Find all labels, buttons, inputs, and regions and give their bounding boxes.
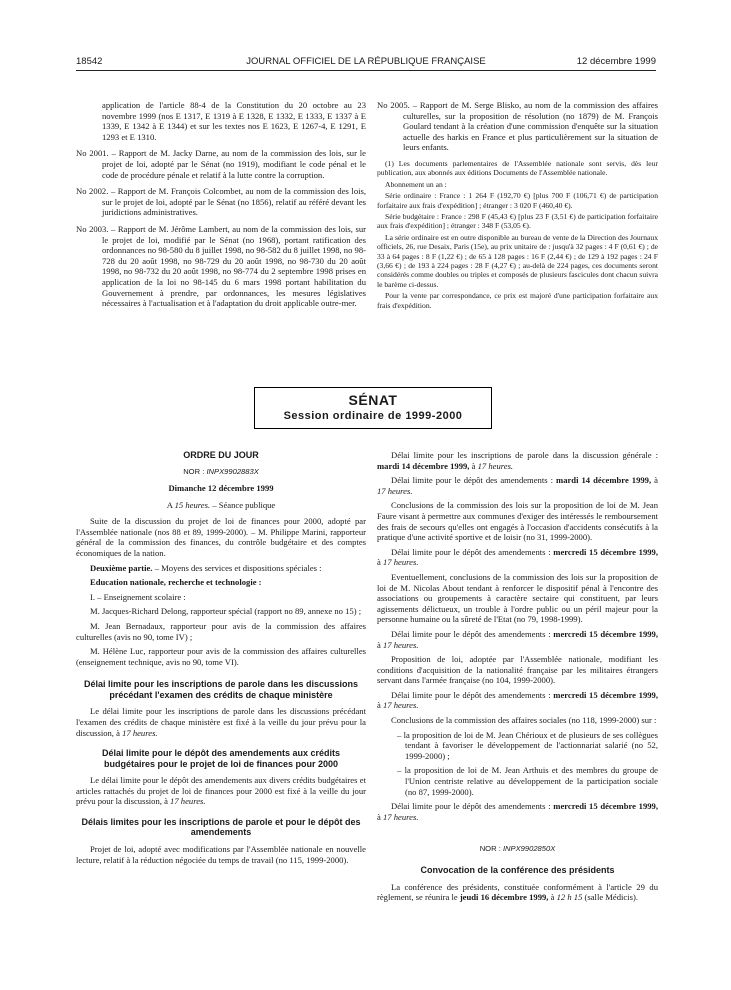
- nor-reference: NOR : INPX9902850X: [479, 844, 556, 854]
- paragraph: Délai limite pour le dépôt des amendements : mercredi 15 décembre 1999, à 17 heures.: [377, 546, 658, 568]
- footnote: (1) Les documents parlementaires de l'Assemblée nationale sont servis, dès leur publication, aux abonnés aux éditions Documents de l'Assemblée nationale. Abonnement un an : Série ordinaire : France : 1 264 F (192,70 €) [plus 700 F (106,71 €) de participation forfaitaire aux frais d'expédition] ; étranger : 3 020 F (460,40 €). Série budgétaire : France : 298 F (45,43 €) [plus 23 F (3,51 €) de participation forfaitaire aux frais d'expédition] ; étranger : 348 F (53,05 €). La série ordinaire est en outre disponible au bureau de vente de la Direction des Journaux officiels, 26, rue Desaix, Paris (15e), au prix unitaire de : jusqu'à 32 pages : 4 F (0,61 €) ; de 33 à 64 pages : 8 F (1,22 €) ; de 65 à 128 pages : 16 F (2,44 €) ; de 129 à 192 pages : 24 F (3,66 €) ; de 193 à 224 pages : 28 F (4,27 €) ; au-delà de 224 pages, ces documents seront considérés comme doubles ou triples et composés de plusieurs fascicules dont chacun suivra le barème ci-dessus. Pour la vente par correspondance, ce prix est majoré d'une participation forfaitaire aux frais d'expédition.: [377, 158, 658, 310]
- paragraph: Délai limite pour les inscriptions de parole dans la discussion générale : mardi 14 décembre 1999, à 17 heures.: [377, 450, 658, 471]
- report-item: No 2001. – Rapport de M. Jacky Darne, au nom de la commission des lois, sur le projet de loi, adopté par le Sénat (no 1919), modifiant le code pénal et le code de procédure pénale et relatif à la lutte contre la corruption.: [76, 148, 367, 180]
- paragraph: Suite de la discussion du projet de loi de finances pour 2000, adopté par l'Assemblée nationale (nos 88 et 89, 1999-2000). – M. Philippe Marini, rapporteur général de la commission des finances, du contrôle budgétaire et des comptes économiques de la nation.: [76, 516, 366, 559]
- continued-paragraph: application de l'article 88-4 de la Constitution du 20 octobre au 23 novembre 1999 (nos E 1317, E 1319 à E 1328, E 1332, E 1333, E 1337 à E 1339, E 1342 à E 1344) et sur les textes nos E 1623, E 1267-4, E 1291, E 1293 et E 1310.: [102, 100, 366, 142]
- report-item: No 2003. – Rapport de M. Jérôme Lambert, au nom de la commission des lois, sur le projet de loi, modifié par le Sénat (no 1968), portant ratification des ordonnances no 98-580 du 8 juillet 1998, no 98-582 du 8 juillet 1998, no 98-728 du 20 août 1998, no 98-729 du 20 août 1998, no 98-730 du 20 août 1998, no 98-732 du 20 août 1998, no 98-774 du 2 septembre 1998 prises en application de la loi no 98-145 du 6 mars 1998 portant habilitation du Gouvernement à prendre, par ordonnances, les mesures législatives nécessaires à l'actualisation et à l'adaptation du droit applicable outre-mer.: [76, 223, 366, 309]
- ordre-du-jour-title: ORDRE DU JOUR: [183, 450, 259, 460]
- top-right-column: [377, 100, 658, 312]
- senat-heading-box: [254, 387, 492, 429]
- paragraph: Conclusions de la commission des lois sur la proposition de loi de M. Jean Faure visant à permettre aux communes d'exiger des intéressés le remboursement des frais de secours qu'elles ont engagés à l'occasion d'accidents consécutifs à la pratique d'une activité sportive et de loisir (no 31, 1999-2000).: [377, 500, 658, 543]
- paragraph: Eventuellement, conclusions de la commission des lois sur la proposition de loi de M. Nicolas About tendant à renforcer le dispositif pénal à l'encontre des associations ou groupements à caractère sectaire qui constituent, par leurs agissements délictueux, un trouble à l'ordre public ou un péril majeur pour la personne humaine ou la sûreté de l'Etat (no 79, 1998-1999).: [377, 571, 658, 625]
- paragraph: Délai limite pour le dépôt des amendements : mardi 14 décembre 1999, à 17 heures.: [377, 475, 658, 496]
- list-item: – la proposition de loi de M. Jean Arthuis et des membres du groupe de l'Union centriste relative au développement de la participation sociale (no 87, 1999-2000).: [397, 765, 658, 797]
- paragraph: Conclusions de la commission des affaires sociales (no 118, 1999-2000) sur :: [391, 715, 657, 726]
- paragraph: La conférence des présidents, constituée conformément à l'article 29 du règlement, se réunira le jeudi 16 décembre 1999, à 12 h 15 (salle Médicis).: [377, 881, 658, 903]
- issue-date: 12 décembre 1999: [576, 56, 656, 67]
- section-heading: Délai limite pour les inscriptions de parole dans les discussions précédant l'examen des crédits de chaque ministère: [83, 679, 359, 700]
- senat-subtitle: Session ordinaire de 1999-2000: [283, 410, 463, 422]
- paragraph: Education nationale, recherche et technologie :: [90, 577, 262, 588]
- paragraph: M. Jacques-Richard Delong, rapporteur spécial (rapport no 89, annexe no 15) ;: [90, 606, 362, 617]
- top-left-column: [76, 100, 366, 315]
- section-heading: Convocation de la conférence des présidents: [420, 865, 615, 875]
- paragraph: Le délai limite pour les inscriptions de parole dans les discussions précédant l'examen des crédits de chaque ministère est fixé à la veille du jour prévu pour la discussion, à 17 heures.: [76, 706, 366, 738]
- seance-line: A 15 heures. – Séance publique: [166, 499, 276, 510]
- page-number: 18542: [76, 56, 103, 67]
- day-heading: Dimanche 12 décembre 1999: [168, 483, 274, 494]
- section-heading: Délai limite pour le dépôt des amendements aux crédits budgétaires pour le projet de loi de finances pour 2000: [101, 748, 341, 769]
- journal-title: JOURNAL OFFICIEL DE LA RÉPUBLIQUE FRANÇAISE: [246, 56, 486, 67]
- nor-reference: NOR : INPX9902883X: [183, 466, 259, 476]
- paragraph: M. Jean Bernadaux, rapporteur pour avis de la commission des affaires culturelles (avis no 90, tome IV) ;: [76, 621, 366, 642]
- report-item: No 2005. – Rapport de M. Serge Blisko, au nom de la commission des affaires culturelles, sur la proposition de résolution (no 1879) de M. François Goulard tendant à la création d'une commission d'enquête sur la situation actuelle des harkis en France et plus particulièrement sur la situation de leurs enfants.: [377, 100, 658, 153]
- paragraph: Deuxième partie. – Moyens des services et dispositions spéciales :: [90, 562, 322, 573]
- paragraph: Délai limite pour le dépôt des amendements : mercredi 15 décembre 1999, à 17 heures.: [377, 801, 658, 822]
- header-rule: [76, 70, 656, 71]
- list-item: – la proposition de loi de M. Jean Chérioux et de plusieurs de ses collègues tendant à favoriser le développement de l'actionnariat salarié (no 52, 1999-2000) ;: [397, 729, 658, 761]
- paragraph: M. Hélène Luc, rapporteur pour avis de la commission des affaires culturelles (enseignement technique, avis no 90, tome VI).: [76, 646, 366, 667]
- paragraph: Délai limite pour le dépôt des amendements : mercredi 15 décembre 1999, à 17 heures.: [377, 689, 658, 711]
- report-item: No 2002. – Rapport de M. François Colcombet, au nom de la commission des lois, sur le projet de loi, adopté par le Sénat (no 1856), relatif au référé devant les juridictions administratives.: [76, 186, 366, 218]
- paragraph: Proposition de loi, adoptée par l'Assemblée nationale, modifiant les conditions d'acquisition de la nationalité française par les militaires étrangers servant dans l'armée française (no 104, 1999-2000).: [377, 654, 658, 686]
- paragraph: Délai limite pour le dépôt des amendements : mercredi 15 décembre 1999, à 17 heures.: [377, 628, 658, 650]
- senat-title: SÉNAT: [348, 392, 398, 408]
- section-heading: Délais limites pour les inscriptions de parole et pour le dépôt des amendements: [81, 816, 361, 838]
- paragraph: I. – Enseignement scolaire :: [90, 591, 186, 602]
- paragraph: Projet de loi, adopté avec modifications par l'Assemblée nationale en nouvelle lecture, relatif à la réduction négociée du temps de travail (no 115, 1999-2000).: [76, 843, 366, 865]
- paragraph: Le délai limite pour le dépôt des amendements aux divers crédits budgétaires et articles rattachés du projet de loi de finances pour 2000 est fixé à la veille du jour prévu pour la discussion, à 17 heures.: [76, 775, 366, 807]
- bottom-right-column: [377, 450, 658, 907]
- bottom-left-column: [76, 450, 366, 869]
